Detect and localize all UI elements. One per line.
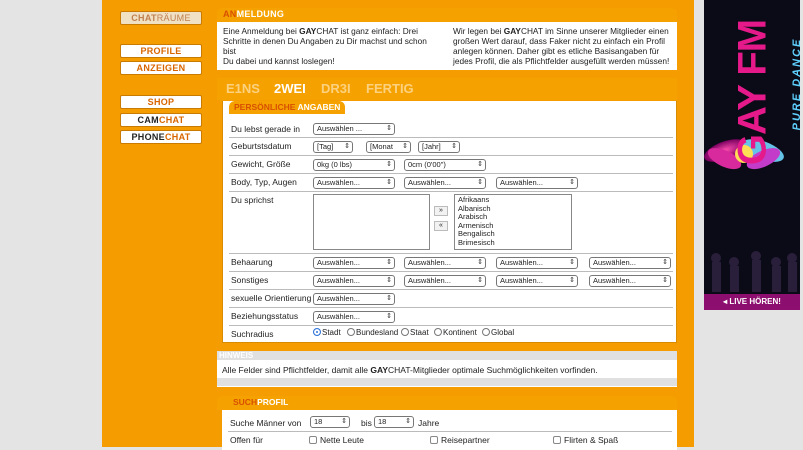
- hair-select-1[interactable]: Auswählen... ⇕: [313, 257, 395, 269]
- orientation-select[interactable]: Auswählen... ⇕: [313, 293, 395, 305]
- hair-select-2[interactable]: Auswählen... ⇕: [404, 257, 486, 269]
- available-languages-list[interactable]: [454, 194, 572, 250]
- hinweis-footer: [217, 378, 677, 386]
- nav-label: CAM: [137, 115, 159, 125]
- left-navigation: [102, 0, 212, 447]
- country-select[interactable]: Auswählen ... ⇕: [313, 123, 395, 135]
- intro-box: [217, 22, 677, 70]
- gayfm-brand-text: GAY FM: [730, 19, 775, 166]
- label-gewicht: Gewicht, Größe: [231, 159, 291, 169]
- nav-label: RÄUME: [156, 13, 191, 23]
- label-sprichst: Du sprichst: [231, 195, 274, 205]
- label-jahre: Jahre: [418, 418, 440, 428]
- anmeldung-header: [217, 8, 677, 22]
- gayfm-tagline: PURE DANCE: [791, 37, 803, 131]
- type-select[interactable]: Auswählen... ⇕: [404, 177, 486, 189]
- row-beziehung: [229, 308, 673, 326]
- age-to-select[interactable]: 18 ⇕: [374, 416, 414, 428]
- label-body: Body, Typ, Augen: [231, 177, 297, 187]
- suchprofil-form: [222, 410, 677, 450]
- add-language-button[interactable]: »: [434, 206, 448, 216]
- label-bis: bis: [361, 418, 372, 428]
- step-3: DR3I: [321, 81, 351, 96]
- year-select[interactable]: [Jahr] ⇕: [418, 141, 460, 153]
- selected-languages-list[interactable]: [313, 194, 430, 250]
- row-sprichst: [229, 192, 673, 254]
- nav-label: PHONE: [131, 132, 165, 142]
- label-behaarung: Behaarung: [231, 257, 273, 267]
- day-select[interactable]: [Tag] ⇕: [313, 141, 353, 153]
- anmeldung-title: ANMELDUNG: [223, 9, 285, 19]
- nav-camchat-button[interactable]: [120, 113, 202, 127]
- step-1: E1NS: [226, 81, 260, 96]
- label-orientierung: sexuelle Orientierung: [231, 293, 312, 303]
- month-select[interactable]: [Monat ⇕: [366, 141, 411, 153]
- language-option[interactable]: Armenisch: [458, 220, 494, 230]
- height-select[interactable]: 0cm (0'00") ⇕: [404, 159, 486, 171]
- gayfm-logo: [704, 0, 803, 190]
- nav-label: CHAT: [158, 115, 185, 125]
- relationship-select[interactable]: Auswählen... ⇕: [313, 311, 395, 323]
- nav-profile-button[interactable]: PROFILE: [120, 44, 202, 58]
- live-hoeren-button[interactable]: ◂ LIVE HÖREN!: [704, 294, 800, 310]
- main-area: [217, 0, 677, 447]
- language-option[interactable]: Brimesisch: [458, 237, 495, 247]
- row-behaarung: [229, 254, 673, 272]
- nav-phonechat-button[interactable]: [120, 130, 202, 144]
- remove-language-button[interactable]: «: [434, 221, 448, 231]
- personal-section-title: PERSÖNLICHE ANGABEN: [229, 101, 345, 114]
- misc-select-4[interactable]: Auswählen... ⇕: [589, 275, 671, 287]
- nav-label: CHAT: [131, 13, 157, 23]
- misc-select-3[interactable]: Auswählen... ⇕: [496, 275, 578, 287]
- suchprofil-title: SUCHPROFIL: [228, 396, 293, 409]
- age-from-select[interactable]: 18 ⇕: [310, 416, 350, 428]
- weight-select[interactable]: 0kg (0 lbs) ⇕: [313, 159, 395, 171]
- nav-chatraeume-button[interactable]: [120, 11, 202, 25]
- label-lebst: Du lebst gerade in: [231, 124, 300, 134]
- hinweis-title: HINWEIS: [217, 351, 677, 360]
- eyes-select[interactable]: Auswählen... ⇕: [496, 177, 578, 189]
- step-indicator: [217, 78, 677, 100]
- radius-stadt-radio[interactable]: Stadt: [313, 328, 341, 337]
- language-option[interactable]: Afrikaans: [458, 195, 490, 204]
- nav-shop-button[interactable]: SHOP: [120, 95, 202, 109]
- radius-kontinent-radio[interactable]: Kontinent: [434, 328, 477, 337]
- misc-select-2[interactable]: Auswählen... ⇕: [404, 275, 486, 287]
- nav-anzeigen-button[interactable]: ANZEIGEN: [120, 61, 202, 75]
- label-beziehung: Beziehungsstatus: [231, 311, 299, 321]
- nav-label: CHAT: [164, 132, 191, 142]
- row-geburt: [229, 138, 673, 156]
- checkbox-flirten[interactable]: Flirten & Spaß: [553, 435, 618, 445]
- label-offen: Offen für: [230, 435, 263, 445]
- row-sonstiges: [229, 272, 673, 290]
- divider: [228, 431, 672, 432]
- misc-select-1[interactable]: Auswählen... ⇕: [313, 275, 395, 287]
- intro-left-text: Eine Anmeldung bei GAYCHAT ist ganz einfach: Drei Schritte in denen Du Angaben zu Dir machst und schon bist Du dabei und kannst loslegen!: [223, 26, 427, 66]
- label-suche: Suche Männer von: [230, 418, 302, 428]
- checkbox-reisepartner[interactable]: Reisepartner: [430, 435, 490, 445]
- hair-select-3[interactable]: Auswählen... ⇕: [496, 257, 578, 269]
- language-option[interactable]: Albanisch: [458, 203, 491, 213]
- label-suchradius: Suchradius: [231, 329, 274, 339]
- radius-staat-radio[interactable]: Staat: [401, 328, 429, 337]
- language-option[interactable]: Bengalisch: [458, 229, 495, 238]
- hair-select-4[interactable]: Auswählen... ⇕: [589, 257, 671, 269]
- checkbox-nette-leute[interactable]: Nette Leute: [309, 435, 364, 445]
- label-geburt: Geburtstsdatum: [231, 141, 292, 151]
- language-option[interactable]: Arabisch: [458, 212, 488, 221]
- step-4: FERTIG: [366, 81, 414, 96]
- row-gewicht: [229, 156, 673, 174]
- body-select[interactable]: Auswählen... ⇕: [313, 177, 395, 189]
- row-body: [229, 174, 673, 192]
- row-lebst: [229, 121, 673, 138]
- row-suchradius: [229, 326, 673, 342]
- intro-right-text: Wir legen bei GAYCHAT im Sinne unserer Mitglieder einen großen Wert darauf, dass Faker nicht zu einfach ein Profil anlegen können. Daher gibt es etliche Basisangaben für jedes Profil, die als Pflichtfelder ausgefüllt werden müssen!: [453, 26, 670, 66]
- personal-form: [222, 101, 677, 343]
- label-sonstiges: Sonstiges: [231, 275, 269, 285]
- step-2-active: 2WEI: [274, 81, 306, 96]
- hinweis-text: Alle Felder sind Pflichtfelder, damit alle GAYCHAT-Mitglieder optimale Suchmöglichkeiten vorfinden.: [222, 365, 598, 375]
- radius-bundesland-radio[interactable]: Bundesland: [347, 328, 398, 337]
- radius-global-radio[interactable]: Global: [482, 328, 514, 337]
- row-orientierung: [229, 290, 673, 308]
